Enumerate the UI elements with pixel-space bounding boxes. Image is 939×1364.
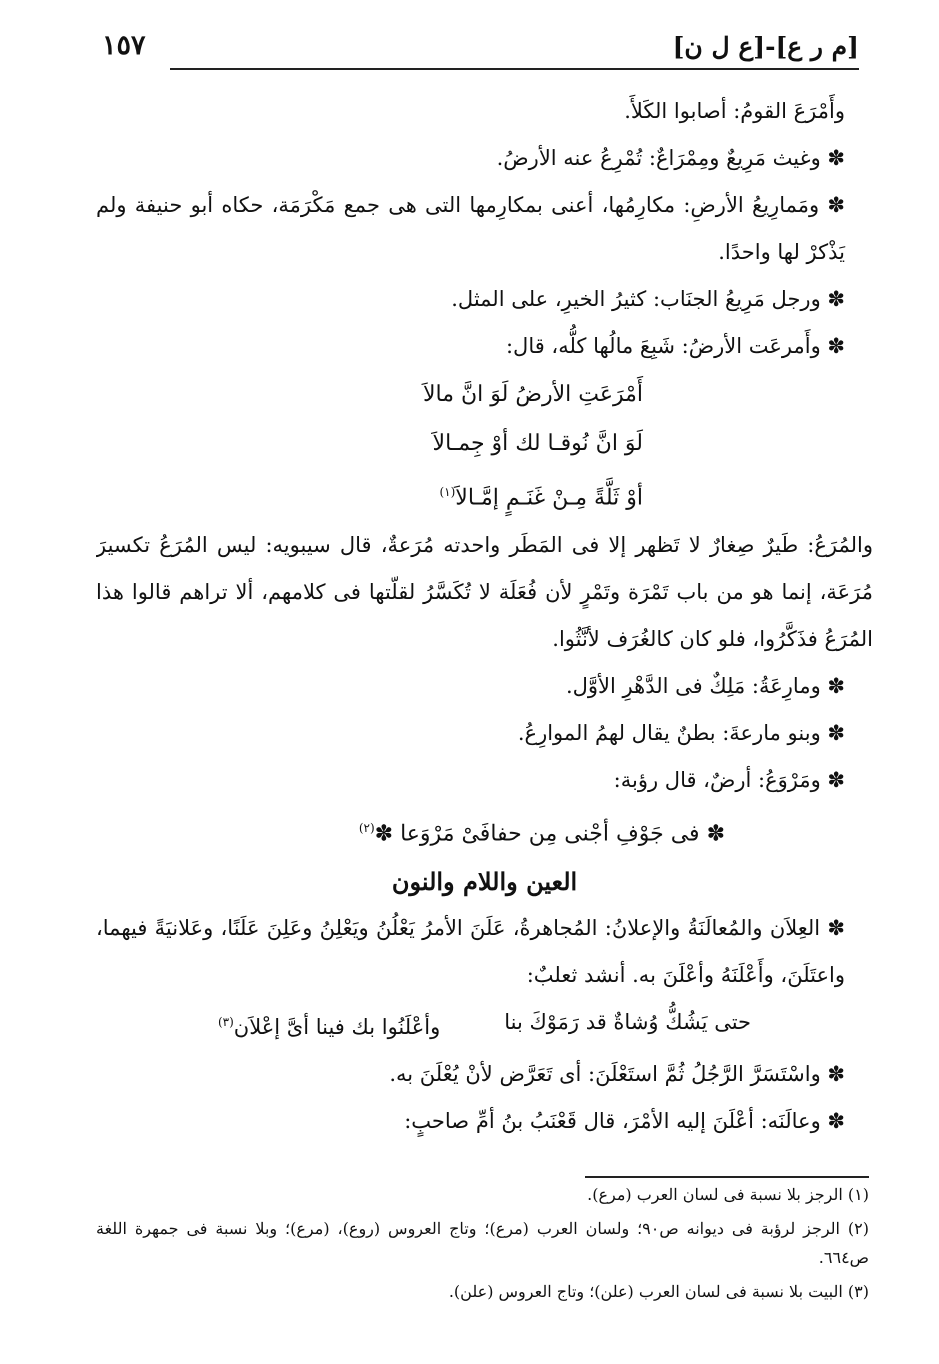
text-line: ✽ واسْتَسَرَّ الرَّجُلُ ثُمَّ استَعْلَنَ: أى تَعَرَّض لأنْ يُعْلَنَ به.: [389, 1061, 845, 1086]
section-title: العين واللام والنون: [391, 866, 578, 896]
entry-body: [96, 88, 873, 1145]
text-paragraph: ✽ العِلاَن والمُعالَنَةُ والإعلانُ: المُجاهرةُ، عَلَنَ الأمرُ يَعْلُنُ ويَعْلِنُ وعَلِنَ عَلَنًا، وعَلانيَةً فيهما، واعتَلَنَ، وأَعْلَنَهُ وأعْلَنَ به. أنشد ثعلبٌ:: [96, 915, 845, 987]
footnote: (٣) البيت بلا نسبة فى لسان العرب (علن)؛ وتاج العروس (علن).: [448, 1282, 869, 1301]
text-line: ✽ ومَرْوَعُ: أرضٌ، قال رؤبة:: [613, 768, 845, 793]
footnotes: [96, 1180, 869, 1306]
footnote-ref: (٢): [358, 821, 375, 836]
footnote: (١) الرجز بلا نسبة فى لسان العرب (مرع).: [587, 1185, 869, 1204]
footnote: (٢) الرجز لرؤبة فى ديوانه ص٩٠؛ ولسان العرب (مرع)؛ وتاج العروس (روع)، (مرع)؛ وبلا نسبة فى جمهرة اللغة ص٦٦٤.: [96, 1219, 869, 1267]
verse-line: [96, 804, 873, 858]
text-line: ✽ وبنو مارعةَ: بطنٌ يقال لهمُ الموارِعُ.: [517, 721, 845, 746]
verse-line: [96, 468, 873, 522]
footnote-ref: (١): [439, 485, 456, 499]
page-number: ١٥٧: [102, 30, 146, 61]
text-line: ✽ وعالَنَه: أعْلَنَ إليه الأمْرَ، قال قَعْنَبُ بنُ أمِّ صاحبٍ:: [404, 1108, 845, 1133]
text-line: ✽ ومارِعَةُ: مَلِكٌ فى الدَّهْرِ الأوَّل.: [565, 674, 845, 699]
verse-text: وأعْلَنُوا بك فينا أىَّ إعْلاَن: [233, 1014, 441, 1039]
verse-line: [96, 419, 873, 468]
verse-text: لَوَ انَّ نُوقـا لك أوْ جِمـالاَ: [432, 431, 643, 456]
verse-text: أَمْرَعَتِ الأرضُ لَوَ انَّ مالاَ: [423, 382, 643, 407]
footnote-ref: (٣): [217, 1014, 234, 1029]
verse-text: ✽ فى جَوْفِ أجْنى مِن حفافَىْ مَرْوَعا ✽: [374, 821, 725, 847]
footnote-rule: [585, 1176, 869, 1178]
verse-line: [96, 370, 873, 419]
couplet: [96, 999, 873, 1051]
text-line: ✽ ورجل مَرِيعُ الجنَاب: كثيرُ الخيرِ، على المثل.: [451, 287, 845, 311]
text-line: ✽ وأَمرعَت الأرضُ: شَبِعَ مالُها كلُّه، قال:: [505, 334, 845, 358]
running-header: [80, 30, 859, 70]
header-rule: [170, 68, 859, 70]
text-line: ✽ وغيث مَرِيعٌ ومِمْرَاعٌ: تُمْرِعُ عنه الأرضُ.: [496, 146, 845, 170]
text-paragraph: ✽ ومَمارِيعُ الأرضِ: مكارِمُها، أعنى بمكارِمها التى هى جمع مَكْرَمَة، حكاه أبو حنيفة ولم يَذْكرْ لها واحدًا.: [96, 193, 845, 264]
header-root-title: [م ر ع]-[ع ل ن]: [672, 32, 859, 61]
hemistich-second: [218, 999, 440, 1051]
hemistich-first: حتى يَشُكُّ وُشاةٌ قد رَمَوْكَ بنا: [504, 1009, 752, 1034]
verse-text: أوْ ثَلَّةً مِـنْ غَنَـمٍ إمَّـالاَ: [455, 485, 643, 511]
text-paragraph: والمُرَعُ: طَيرٌ صِغارٌ لا تَظهر إلا فى المَطَر واحدته مُرَعةٌ، قال سيبويه: ليس المُرَعُ تكسيرَ مُرَعَة، إنما هو من باب تَمْرَة وتَمْرٍ لأن فُعَلَة لا تُكَسَّرُ لقلّتها فى كلامهم، ألا تراهم قالوا هذا المُرَعُ فذَكَّرُوا، فلو كان كالغُرَف لأنَّثُوا.: [96, 533, 873, 652]
text-line: وأَمْرَعَ القومُ: أصابوا الكَلأَ.: [624, 99, 845, 123]
